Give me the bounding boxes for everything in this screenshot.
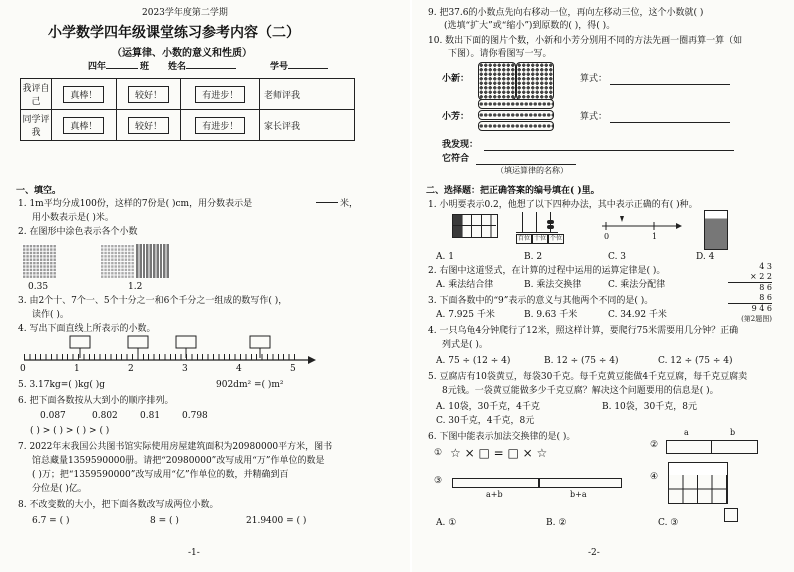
q6-num: 0.802 — [92, 411, 118, 421]
q4-answer-box[interactable] — [70, 336, 90, 348]
c6-figure-1-label: ① — [434, 448, 443, 458]
c2-text: 2. 右图中这道竖式，在计算的过程中运用的运算定律是( )。 — [428, 266, 666, 276]
page-title: 小学数学四年级课堂练习参考内容（二） — [48, 25, 300, 41]
q4-tick-label: 2 — [128, 364, 134, 374]
q8-item[interactable]: 6.7 = ( ) — [32, 516, 70, 526]
eval-parent: 家长评我 — [260, 110, 355, 141]
q6-num: 0.81 — [140, 411, 161, 421]
q8-item[interactable]: 21.9400 = ( ) — [246, 516, 307, 526]
c6-figure-4-cubes — [668, 462, 728, 504]
q4-minor-ticks — [24, 354, 296, 360]
eval-cell[interactable]: 有进步！ — [195, 86, 245, 103]
q1-fraction[interactable] — [316, 193, 338, 212]
eval-cell[interactable]: 较好！ — [128, 86, 169, 103]
c4-line-a: 4. 一只乌龟4分钟爬行了12米，照这样计算，要爬行75米需要用几分钟？正确 — [428, 326, 739, 336]
grid-hundred-1-2-a[interactable] — [100, 244, 134, 278]
q5-part-a: 5. 3.17kg=( )kg( )g — [18, 380, 105, 390]
c4-option[interactable]: C. 12 ÷ (75 ÷ 4) — [658, 356, 733, 366]
q4-tick-label: 5 — [290, 364, 296, 374]
c2-vertical-calc: 4 3 × 2 2 8 6 8 6 9 4 6 (第2题图) — [728, 262, 772, 324]
eval-row-peer — [21, 110, 355, 141]
c6-fig2-a: a — [684, 428, 689, 437]
q9-line-b: (选填“扩大”或“缩小”)到原数的( )，得( )。 — [444, 21, 616, 31]
eval-label: 我评自己 — [21, 79, 52, 110]
c4-option[interactable]: A. 75 ÷ (12 ÷ 4) — [436, 356, 511, 366]
header-year: 2023学年度第二学期 — [142, 8, 228, 18]
grid-tenths-1-2-b[interactable] — [136, 244, 170, 278]
c5-option[interactable]: B. 10袋，30千克，8元 — [602, 402, 697, 412]
q9-line-a: 9. 把37.6的小数点先向右移动一位，再向左移动三位，这个小数就( ) — [428, 8, 704, 18]
q6-num: 0.798 — [182, 411, 208, 421]
c6-bar-ba — [538, 478, 622, 488]
section-choice: 二、选择题：把正确答案的编号填在( )里。 — [426, 186, 600, 196]
q10-xinxin-beads-b — [516, 62, 554, 100]
c4-line-b: 列式是( )。 — [442, 340, 488, 350]
c1-option[interactable]: D. 4 — [696, 252, 715, 262]
c1-abacus — [516, 212, 558, 233]
q10-fit-note: （填运算律的名称） — [496, 166, 568, 175]
c1-option[interactable]: A. 1 — [436, 252, 454, 262]
q1-line-b: 用小数表示是( )米。 — [32, 213, 114, 223]
c6-figure-1-shapes: ☆ × □ = □ × ☆ — [450, 446, 548, 460]
q2-label-b: 1.2 — [128, 282, 143, 292]
info-name: 姓名 — [168, 62, 236, 73]
c3-option[interactable]: A. 7.925 千米 — [436, 310, 495, 320]
q6-text: 6. 把下面各数按从大到小的顺序排列。 — [18, 396, 174, 406]
eval-row-self — [21, 79, 355, 110]
c1-option[interactable]: C. 3 — [608, 252, 627, 262]
eval-cell[interactable]: 真棒！ — [63, 117, 104, 134]
q10-found-blank[interactable] — [484, 150, 734, 151]
c6-fig2-b: b — [730, 428, 736, 437]
c6-bar-label: a+b — [486, 490, 503, 499]
section-fill-blank: 一、填空。 — [16, 186, 62, 196]
c6-figure-4-label: ④ — [650, 472, 659, 482]
q2-text: 2. 在图形中涂色表示各个小数 — [18, 227, 138, 237]
c4-option[interactable]: B. 12 ÷ (75 ÷ 4) — [544, 356, 619, 366]
c5-option[interactable]: C. 30千克，4千克，8元 — [436, 416, 535, 426]
eval-cell[interactable]: 较好！ — [128, 117, 169, 134]
c1-text: 1. 小明要表示0.2，他想了以下四种办法，其中表示正确的有( )种。 — [428, 200, 698, 210]
eval-cell[interactable]: 有进步！ — [195, 117, 245, 134]
right-page — [412, 0, 794, 572]
info-grade: 四年 — [88, 62, 138, 73]
c6-bar-label: b+a — [570, 490, 587, 499]
c1-number-line — [602, 212, 682, 242]
q10-line-b: 下图）。请你看图写一写。 — [448, 49, 552, 59]
info-number: 学号 — [270, 62, 328, 73]
c5-line-b: 8元钱。一袋黄豆能做多少千克豆腐？解决这个问题要用的信息是( )。 — [442, 386, 719, 396]
c5-line-a: 5. 豆腐店有10袋黄豆，每袋30千克。每千克黄豆能做4千克豆腐，每千克豆腐卖 — [428, 372, 748, 382]
q10-xiaofang-label: 小芳： — [442, 112, 470, 122]
c1-option[interactable]: B. 2 — [524, 252, 543, 262]
c2-option[interactable]: B. 乘法交换律 — [524, 280, 582, 290]
c3-option[interactable]: B. 9.63 千米 — [524, 310, 578, 320]
c1-axis-1: 1 — [652, 232, 658, 241]
q4-answer-box[interactable] — [176, 336, 196, 348]
q4-tick-label: 3 — [182, 364, 188, 374]
c6-figure-3-label: ③ — [434, 476, 443, 486]
q4-answer-box[interactable] — [250, 336, 270, 348]
q7-line-b: 馆总藏量1359590000册。请把“20980000”改写成用“万”作单位的数是 — [32, 456, 325, 466]
q10-xinxin-beads-a — [478, 62, 516, 100]
c6-figure-4-unit-cube — [724, 508, 738, 522]
c1-axis-0: 0 — [604, 232, 610, 241]
c1-place-labels: 百位 十位 个位 — [518, 235, 563, 242]
q3-line-b: 读作( )。 — [32, 310, 69, 320]
q10-formula-label: 算式： — [580, 112, 608, 122]
q6-order-blanks[interactable]: ( ) > ( ) > ( ) > ( ) — [30, 426, 110, 436]
q1-line-a: 1. 1m平均分成100份，这样的7份是( )cm，用分数表示是 — [18, 199, 253, 209]
q10-xinxin-label: 小新： — [442, 74, 470, 84]
q4-text: 4. 写出下面直线上所表示的小数。 — [18, 324, 156, 334]
q10-fit-label: 它符合 — [442, 154, 470, 164]
c2-option[interactable]: A. 乘法结合律 — [436, 280, 494, 290]
eval-cell[interactable]: 真棒！ — [63, 86, 104, 103]
q3-line-a: 3. 由2个十、7个一、5个十分之一和6个千分之一组成的数写作( )， — [18, 296, 288, 306]
c6-option[interactable]: B. ② — [546, 518, 567, 528]
q4-tick-label: 1 — [74, 364, 80, 374]
page-number: -1- — [188, 548, 200, 558]
c5-option[interactable]: A. 10袋，30千克，4千克 — [436, 402, 540, 412]
c3-option[interactable]: C. 34.92 千米 — [608, 310, 667, 320]
q10-line-a: 10. 数出下面的图片个数，小新和小芳分别用不同的方法先画一圈再算一算（如 — [428, 36, 743, 46]
q7-line-c: ( )万；把“1359590000”改写成用“亿”作单位的数，并精确到百 — [32, 470, 289, 480]
eval-teacher: 老师评我 — [260, 79, 355, 110]
c6-bar-ab — [452, 478, 540, 488]
page-subtitle: （运算律、小数的意义和性质） — [112, 48, 252, 59]
c6-figure-2-label: ② — [650, 440, 659, 450]
q4-answer-box[interactable] — [128, 336, 148, 348]
q10-formula-label: 算式： — [580, 74, 608, 84]
c3-text: 3. 下面各数中的“9”表示的意义与其他两个不同的是( )。 — [428, 296, 654, 306]
c1-option-bar — [452, 214, 498, 238]
q2-label-a: 0.35 — [28, 282, 49, 292]
q10-formula-blank[interactable] — [610, 122, 730, 123]
grid-hundred-0-35[interactable] — [22, 244, 56, 278]
q6-num: 0.087 — [40, 411, 66, 421]
q10-fit-blank[interactable] — [476, 164, 576, 165]
eval-label: 同学评我 — [21, 110, 52, 141]
c6-text: 6. 下图中能表示加法交换律的是( )。 — [428, 432, 576, 442]
q4-tick-label: 0 — [20, 364, 26, 374]
c6-option[interactable]: A. ① — [436, 518, 457, 528]
q8-item[interactable]: 8 = ( ) — [150, 516, 179, 526]
evaluation-table — [20, 78, 355, 141]
q10-formula-blank[interactable] — [610, 84, 730, 85]
page-number: -2- — [588, 548, 600, 558]
q4-tick-label: 4 — [236, 364, 242, 374]
q8-text: 8. 不改变数的大小，把下面各数改写成两位小数。 — [18, 500, 219, 510]
q7-line-a: 7. 2022年末我国公共图书馆实际使用房屋建筑面积为20980000平方米，图书 — [18, 442, 333, 452]
q5-part-b: 902dm² =( )m² — [216, 380, 284, 390]
c6-figure-2-rect — [666, 440, 758, 454]
c1-option-column — [704, 210, 728, 250]
c2-option[interactable]: C. 乘法分配律 — [608, 280, 666, 290]
q1-unit: 米， — [340, 199, 359, 209]
c6-option[interactable]: C. ③ — [658, 518, 679, 528]
q7-line-d: 分位是( )亿。 — [32, 484, 87, 494]
q10-found-label: 我发现： — [442, 140, 479, 150]
q10-xiaofang-beads — [478, 98, 554, 136]
info-class: 班 — [140, 62, 150, 72]
